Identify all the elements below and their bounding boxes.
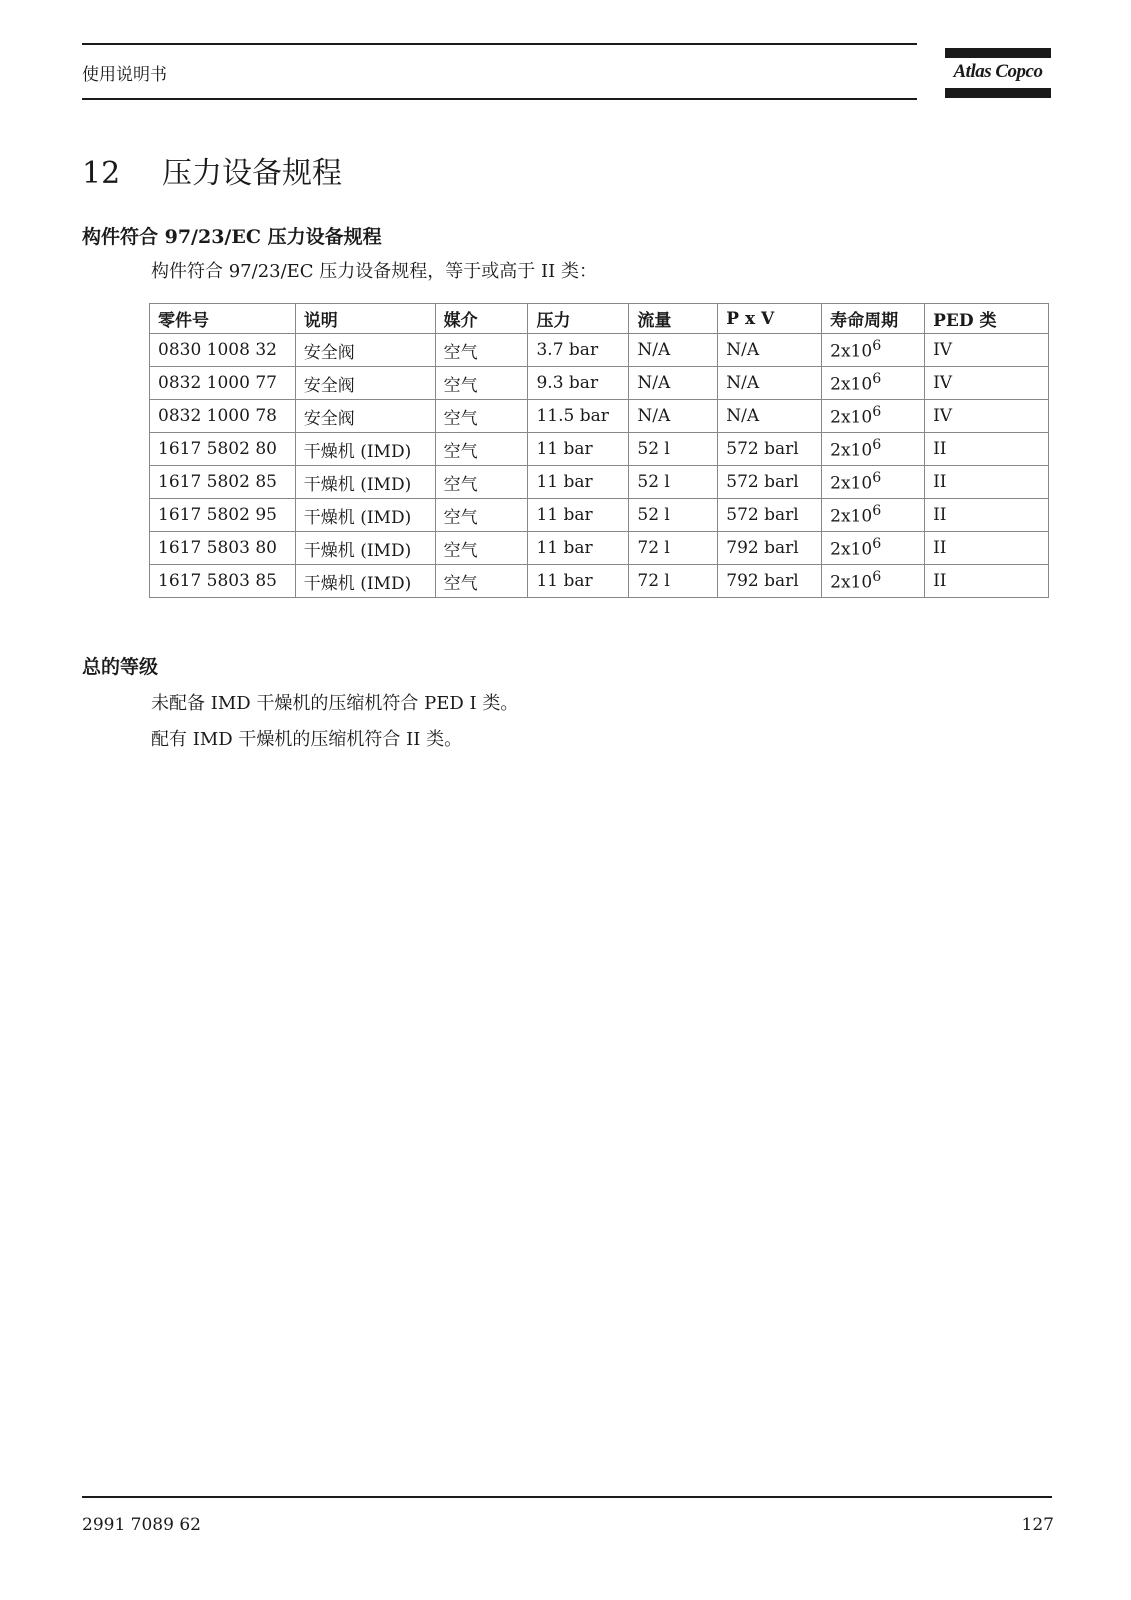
col-header-desc: 说明 — [295, 304, 435, 334]
cell-desc: 安全阀 — [295, 400, 435, 433]
col-header-pxv: P x V — [718, 304, 822, 334]
cell-desc: 干燥机 (IMD) — [295, 433, 435, 466]
table-row — [150, 565, 1049, 598]
section-number: 12 — [82, 156, 121, 191]
life-base: 2x10 — [830, 374, 873, 395]
life-exponent: 6 — [872, 470, 882, 487]
life-base: 2x10 — [830, 539, 873, 560]
cell-desc: 安全阀 — [295, 367, 435, 400]
header-title: 使用说明书 — [82, 65, 167, 85]
overall-line-2: 配有 IMD 干燥机的压缩机符合 II 类。 — [151, 729, 463, 750]
ped-components-table — [149, 303, 1049, 598]
cell-ped: II — [925, 532, 1049, 565]
cell-flow: 72 l — [629, 532, 718, 565]
cell-medium: 空气 — [435, 367, 528, 400]
cell-flow: N/A — [629, 367, 718, 400]
cell-life — [822, 433, 925, 466]
cell-flow: N/A — [629, 334, 718, 367]
cell-life — [822, 367, 925, 400]
cell-pxv: N/A — [718, 367, 822, 400]
cell-pxv: 792 barl — [718, 565, 822, 598]
cell-pressure: 11 bar — [528, 466, 629, 499]
cell-medium: 空气 — [435, 565, 528, 598]
cell-part: 1617 5802 80 — [150, 433, 296, 466]
col-header-life: 寿命周期 — [822, 304, 925, 334]
cell-pxv: 572 barl — [718, 466, 822, 499]
cell-part: 0832 1000 78 — [150, 400, 296, 433]
cell-medium: 空气 — [435, 433, 528, 466]
cell-flow: N/A — [629, 400, 718, 433]
life-base: 2x10 — [830, 440, 873, 461]
table-row — [150, 400, 1049, 433]
cell-desc: 干燥机 (IMD) — [295, 499, 435, 532]
life-base: 2x10 — [830, 407, 873, 428]
table-row — [150, 334, 1049, 367]
table-row — [150, 466, 1049, 499]
life-base: 2x10 — [830, 572, 873, 593]
cell-flow: 52 l — [629, 499, 718, 532]
cell-desc: 干燥机 (IMD) — [295, 565, 435, 598]
section-title — [82, 148, 342, 192]
cell-part: 1617 5802 95 — [150, 499, 296, 532]
cell-ped: II — [925, 433, 1049, 466]
cell-pxv: N/A — [718, 334, 822, 367]
logo-bottom-bar — [945, 88, 1051, 98]
subsection-heading-overall: 总的等级 — [82, 656, 159, 678]
cell-medium: 空气 — [435, 400, 528, 433]
cell-part: 0830 1008 32 — [150, 334, 296, 367]
footer-doc-number: 2991 7089 62 — [82, 1515, 201, 1535]
cell-ped: II — [925, 565, 1049, 598]
cell-flow: 72 l — [629, 565, 718, 598]
cell-medium: 空气 — [435, 466, 528, 499]
cell-ped: II — [925, 466, 1049, 499]
life-exponent: 6 — [872, 437, 882, 454]
cell-ped: II — [925, 499, 1049, 532]
cell-pressure: 9.3 bar — [528, 367, 629, 400]
cell-medium: 空气 — [435, 532, 528, 565]
footer-rule — [82, 1496, 1052, 1498]
footer-page-number: 127 — [1021, 1515, 1054, 1535]
col-header-ped: PED 类 — [925, 304, 1049, 334]
cell-part: 1617 5803 80 — [150, 532, 296, 565]
life-exponent: 6 — [872, 338, 882, 355]
cell-part: 0832 1000 77 — [150, 367, 296, 400]
life-exponent: 6 — [872, 404, 882, 421]
cell-life — [822, 334, 925, 367]
cell-desc: 干燥机 (IMD) — [295, 466, 435, 499]
col-header-pressure: 压力 — [528, 304, 629, 334]
compliance-intro: 构件符合 97/23/EC 压力设备规程，等于或高于 II 类： — [151, 261, 597, 282]
cell-pressure: 3.7 bar — [528, 334, 629, 367]
cell-pressure: 11 bar — [528, 433, 629, 466]
table-row — [150, 433, 1049, 466]
col-header-flow: 流量 — [629, 304, 718, 334]
table-row — [150, 532, 1049, 565]
logo-text: Atlas Copco — [953, 61, 1043, 82]
logo-top-bar — [945, 48, 1051, 58]
cell-pxv: 572 barl — [718, 499, 822, 532]
overall-line-1: 未配备 IMD 干燥机的压缩机符合 PED I 类。 — [151, 693, 519, 714]
life-base: 2x10 — [830, 506, 873, 527]
cell-ped: IV — [925, 400, 1049, 433]
life-exponent: 6 — [872, 371, 882, 388]
table-row — [150, 499, 1049, 532]
life-base: 2x10 — [830, 341, 873, 362]
cell-desc: 干燥机 (IMD) — [295, 532, 435, 565]
cell-life — [822, 565, 925, 598]
table-row — [150, 367, 1049, 400]
cell-life — [822, 400, 925, 433]
cell-pxv: N/A — [718, 400, 822, 433]
cell-pressure: 11 bar — [528, 499, 629, 532]
subsection-heading-compliance: 构件符合 97/23/EC 压力设备规程 — [82, 226, 382, 248]
life-exponent: 6 — [872, 569, 882, 586]
header-top-rule — [82, 43, 917, 45]
cell-medium: 空气 — [435, 334, 528, 367]
cell-life — [822, 499, 925, 532]
cell-part: 1617 5803 85 — [150, 565, 296, 598]
life-exponent: 6 — [872, 536, 882, 553]
life-exponent: 6 — [872, 503, 882, 520]
col-header-part: 零件号 — [150, 304, 296, 334]
col-header-medium: 媒介 — [435, 304, 528, 334]
cell-flow: 52 l — [629, 433, 718, 466]
life-base: 2x10 — [830, 473, 873, 494]
header-bottom-rule — [82, 98, 917, 100]
cell-pxv: 792 barl — [718, 532, 822, 565]
cell-medium: 空气 — [435, 499, 528, 532]
cell-pxv: 572 barl — [718, 433, 822, 466]
cell-flow: 52 l — [629, 466, 718, 499]
cell-pressure: 11 bar — [528, 565, 629, 598]
cell-life — [822, 466, 925, 499]
cell-desc: 安全阀 — [295, 334, 435, 367]
table-header-row — [150, 304, 1049, 334]
section-title-text: 压力设备规程 — [162, 156, 342, 191]
cell-pressure: 11 bar — [528, 532, 629, 565]
cell-pressure: 11.5 bar — [528, 400, 629, 433]
cell-ped: IV — [925, 334, 1049, 367]
atlas-copco-logo — [945, 48, 1051, 100]
cell-life — [822, 532, 925, 565]
cell-ped: IV — [925, 367, 1049, 400]
cell-part: 1617 5802 85 — [150, 466, 296, 499]
